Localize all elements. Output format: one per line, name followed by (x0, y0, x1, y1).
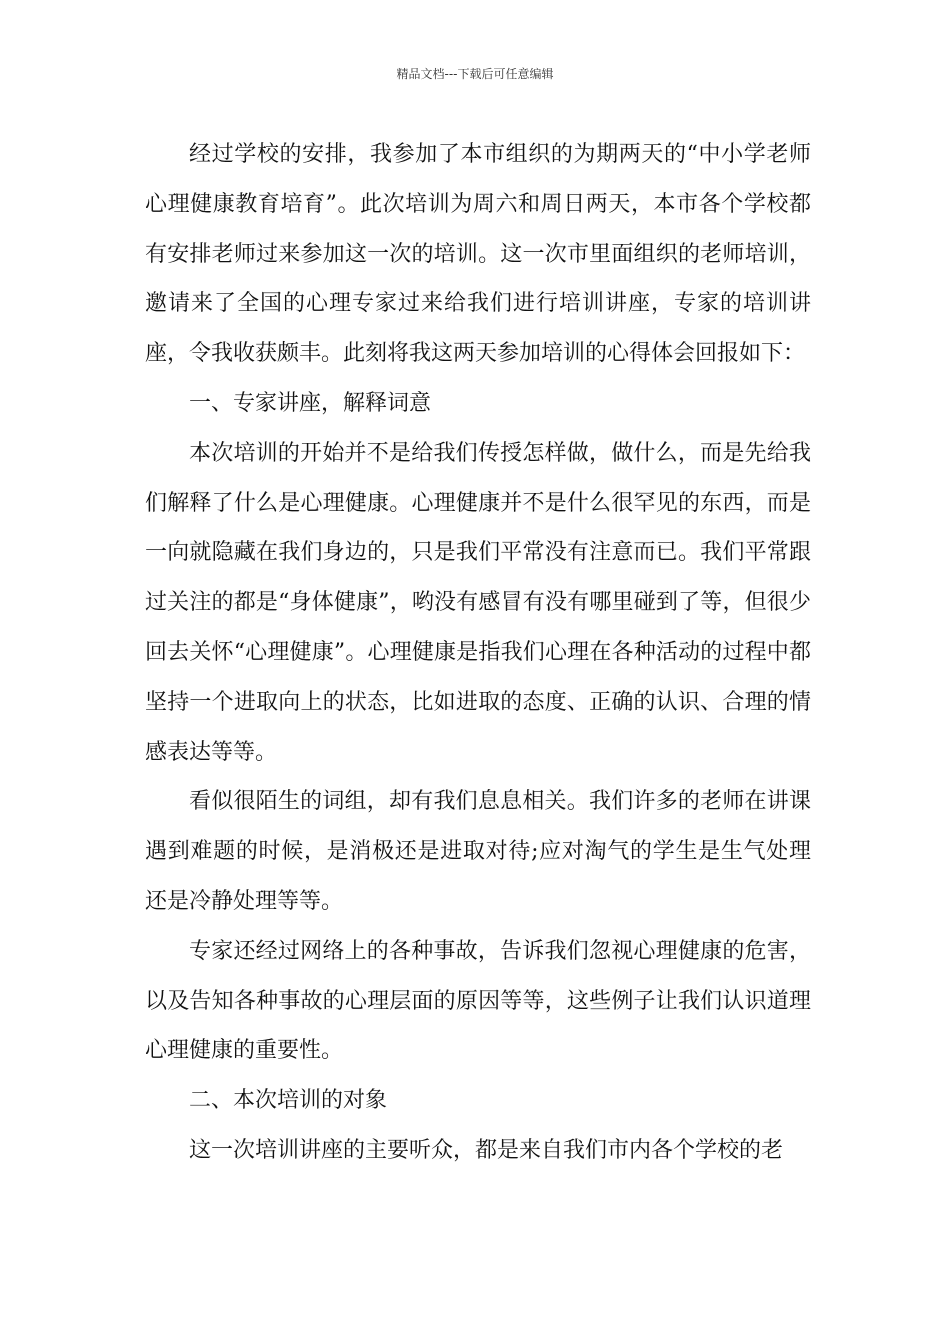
page-header: 精品文档---下载后可任意编辑 (396, 67, 554, 81)
document-body (145, 130, 811, 1176)
section-heading-1: 一、专家讲座，解释词意 (189, 390, 432, 416)
body-paragraph: 这一次培训讲座的主要听众，都是来自我们市内各个学校的老 (189, 1137, 784, 1163)
body-paragraph: 专家还经过网络上的各种事故，告诉我们忽视心理健康的危害，以及告知各种事故的心理层面的原因等等，这些例子让我们认识道理心理健康的重要性。 (145, 938, 811, 1064)
section-heading-2: 二、本次培训的对象 (189, 1088, 388, 1114)
intro-paragraph: 经过学校的安排，我参加了本市组织的为期两天的“中小学老师心理健康教育培育”。此次培训为周六和周日两天，本市各个学校都有安排老师过来参加这一次的培训。这一次市里面组织的老师培训，邀请来了全国的心理专家过来给我们进行培训讲座，专家的培训讲座，令我收获颇丰。此刻将我这两天参加培训的心得体会回报如下： (145, 142, 811, 367)
body-paragraph: 本次培训的开始并不是给我们传授怎样做，做什么，而是先给我们解释了什么是心理健康。心理健康并不是什么很罕见的东西，而是一向就隐藏在我们身边的，只是我们平常没有注意而已。我们平常跟过关注的都是“身体健康”，哟没有感冒有没有哪里碰到了等，但很少回去关怀“心理健康”。心理健康是指我们心理在各种活动的过程中都坚持一个进取向上的状态，比如进取的态度、正确的认识、合理的情感表达等等。 (145, 440, 811, 765)
body-paragraph: 看似很陌生的词组，却有我们息息相关。我们许多的老师在讲课遇到难题的时候，是消极还是进取对待;应对淘气的学生是生气处理还是冷静处理等等。 (145, 789, 811, 914)
